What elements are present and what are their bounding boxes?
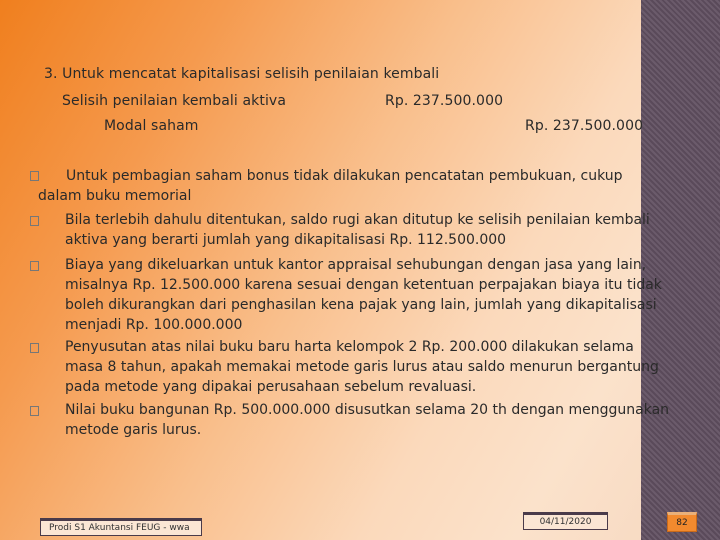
footer-course-label: Prodi S1 Akuntansi FEUG - wwa (40, 518, 202, 536)
bullet-icon (30, 261, 39, 271)
footer-date: 04/11/2020 (523, 512, 608, 530)
journal-credit-account: Modal saham (104, 118, 199, 134)
journal-debit-amount: Rp. 237.500.000 (385, 93, 504, 109)
bullet-text-2: Bila terlebih dahulu ditentukan, saldo rugi akan ditutup ke selisih penilaian kembali aktiva yang berarti jumlah yang dikapitalisasi Rp. 112.500.000 (65, 212, 650, 248)
journal-credit-amount: Rp. 237.500.000 (525, 118, 644, 134)
page-number: 82 (667, 512, 697, 532)
journal-debit-account: Selisih penilaian kembali aktiva (62, 93, 286, 109)
bullet-icon (30, 406, 39, 416)
bullet-text-4: Penyusutan atas nilai buku baru harta kelompok 2 Rp. 200.000 dilakukan selama masa 8 tahun, apakah memakai metode garis lurus atau saldo menurun bergantung pada metode yang dipakai perusahaan sebelum revaluasi. (65, 339, 659, 395)
bullet-text-3: Biaya yang dikeluarkan untuk kantor appraisal sehubungan dengan jasa yang lain, misalnya Rp. 12.500.000 karena sesuai dengan ketentuan perpajakan biaya itu tidak boleh dikurangkan dari penghasilan kena pajak yang lain, jumlah yang dikapitalisasi menjadi Rp. 100.000.000 (65, 257, 662, 333)
bullet-text-5: Nilai buku bangunan Rp. 500.000.000 disusutkan selama 20 th dengan menggunakan metode garis lurus. (65, 402, 670, 438)
bullet-text-1: Untuk pembagian saham bonus tidak dilakukan pencatatan pembukuan, cukup dalam buku memorial (38, 168, 623, 204)
bullet-icon (30, 343, 39, 353)
bullet-icon (30, 216, 39, 226)
section-heading: 3. Untuk mencatat kapitalisasi selisih penilaian kembali (44, 66, 440, 82)
